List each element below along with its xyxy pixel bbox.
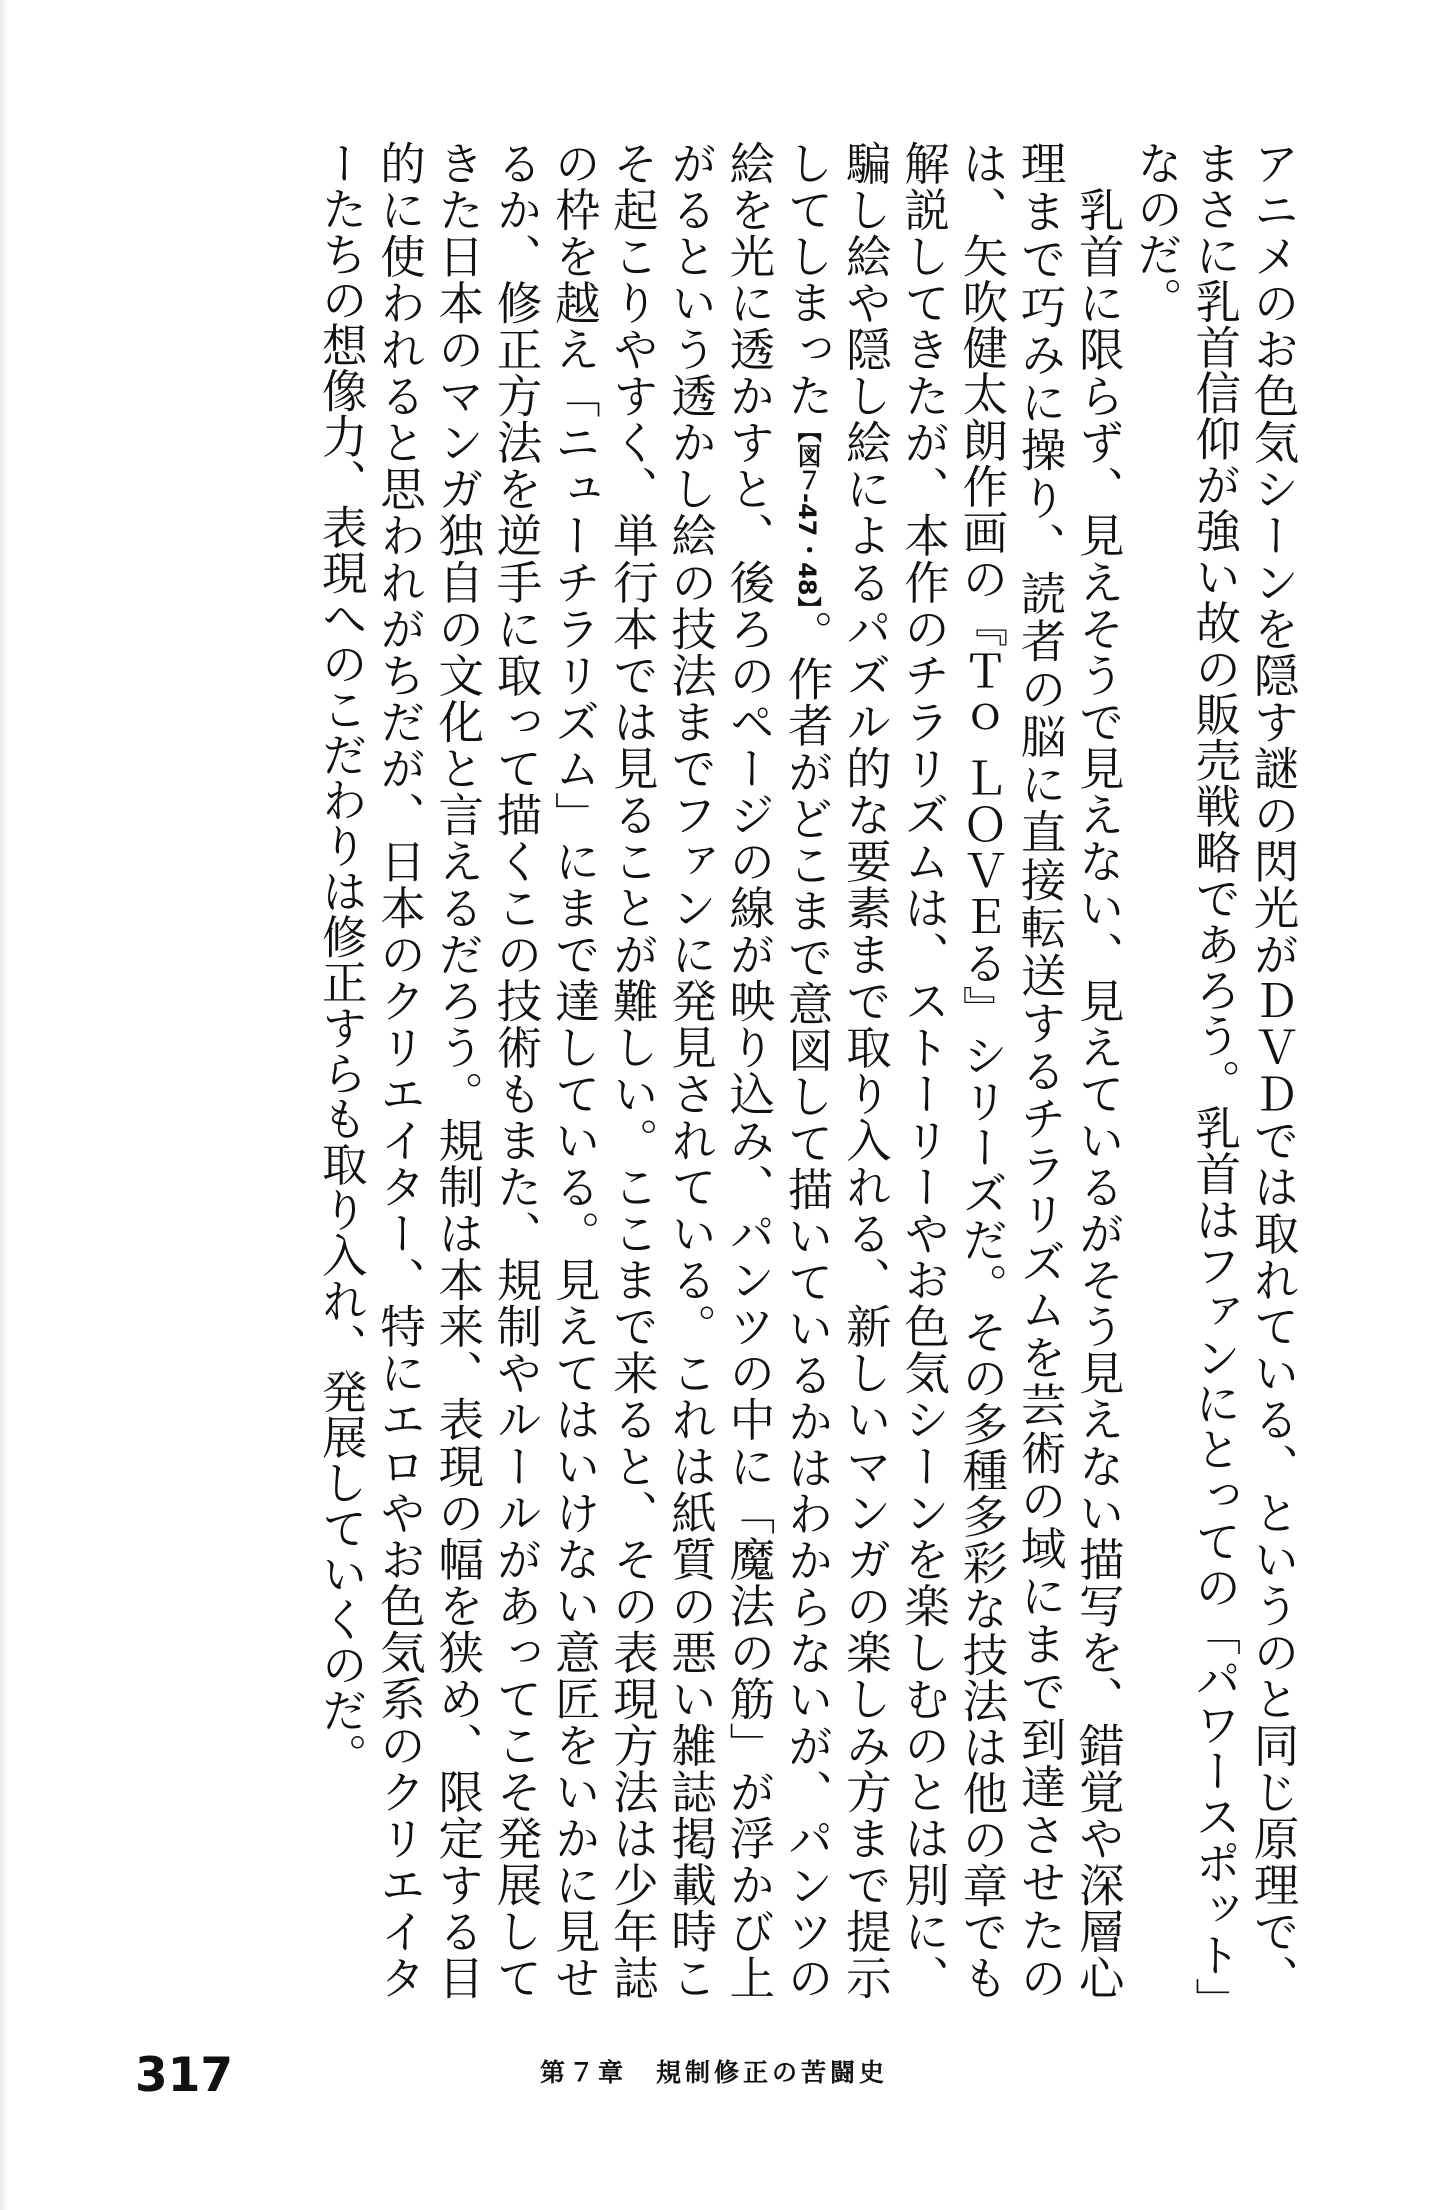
paragraph-2 (312, 140, 1127, 2000)
paragraph-2-part-2: 。作者がどこまで意図して描いているかはわからないが、パンツの絵を光に透かすと、後ろのページの線が映り込み、パンツの中に「魔法の筋」が浮かび上がるという透かし絵の技法までファンに発見されている。これは紙質の悪い雑誌掲載時こそ起こりやすく、単行本では見ることが難しい。ここまで来ると、その表現方法は少年誌の枠を越え「ニューチラリズム」にまで達している。見えてはいけない意匠をいかに見せるか、修正方法を逆手に取って描くこの技術もまた、規制やルールがあってこそ発展してきた日本のマンガ独自の文化と言えるだろう。規制は本来、表現の幅を狭め、限定する目的に使われると思われがちだが、日本のクリエイター、特にエロやお色気系のクリエイターたちの想像力、表現へのこだわりは修正すらも取り入れ、発展していくのだ。 (315, 140, 835, 2000)
paragraph-2-part-1: 乳首に限らず、見えそうで見えない、見えているがそう見えない描写を、錯覚や深層心理まで巧みに操り、読者の脳に直接転送するチラリズムを芸術の域にまで到達させたのは、矢吹健太朗作画の『Ｔｏ ＬＯＶＥる』シリーズだ。その多種多彩な技法は他の章でも解説してきたが、本作のチラリズムは、ストーリーやお色気シーンを楽しむのとは別に、騙し絵や隠し絵によるパズル的な要素まで取り入れる、新しいマンガの楽しみ方まで提示してしまった (781, 140, 1126, 2000)
body-text (262, 140, 1302, 2000)
page-number: 317 (135, 2048, 234, 2103)
figure-reference: 【図７-47・48】 (793, 418, 822, 610)
running-head: 第７章 規制修正の苦闘史 (540, 2058, 889, 2087)
paragraph-1: アニメのお色気シーンを隠す謎の閃光がＤＶＤでは取れている、というのと同じ原理で、まさに乳首信仰が強い故の販売戦略であろう。乳首はファンにとっての「パワースポット」なのだ。 (1130, 140, 1300, 2000)
page-edge-shadow (0, 0, 8, 2210)
